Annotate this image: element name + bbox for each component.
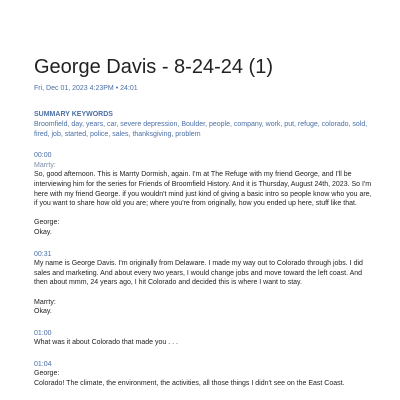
transcript-entry (34, 151, 376, 209)
transcript-entry (34, 298, 376, 317)
transcript-text: What was it about Colorado that made you . . . (34, 339, 178, 347)
timestamp: 00:31 (34, 250, 52, 258)
transcript-entry (34, 218, 376, 237)
transcript-text: My name is George Davis. I'm originally from Delaware. I made my way out to Colorado through jobs. I did sales and marketing. And about every two years, I would change jobs and move toward the left coast. And then about mmm, 24 years ago, I hit Colorado and decided this is where I want to stay. (34, 260, 363, 287)
timestamp: 01:04 (34, 360, 52, 368)
keywords-heading: SUMMARY KEYWORDS (34, 111, 113, 118)
spacer (34, 288, 376, 298)
transcript-text: Okay. (34, 308, 52, 316)
transcript-entry (34, 329, 376, 348)
speaker-label: Marrty: (34, 161, 56, 169)
timestamp: 01:00 (34, 329, 52, 337)
spacer (34, 209, 376, 219)
speaker-label: George: (34, 219, 60, 227)
transcript-text: So, good afternoon. This is Marrty Dormish, again. I'm at The Refuge with my friend George, and I'll be interviewing him for the series for Friends of Broomfield History. And it is Thursday, August 24th, 2023. So I'm here with my friend George. if you wouldn't mind just kind of giving a basic intro so people know who you are, if you want to share how old you are; where you're from originally, how you ended up here, stuff like that. (34, 171, 372, 208)
timestamp: 00:00 (34, 152, 52, 160)
speaker-label: George: (34, 370, 60, 378)
speaker-label: Marrty: (34, 298, 56, 306)
transcript-entry (34, 250, 376, 288)
document-meta: Fri, Dec 01, 2023 4:23PM • 24:01 (34, 85, 138, 92)
transcript-text: Colorado! The climate, the environment, the activities, all those things I didn't see on the East Coast. (34, 380, 345, 388)
document-title: George Davis - 8-24-24 (1) (34, 56, 273, 78)
keywords-list: Broomfield, day, years, car, severe depression, Boulder, people, company, work, put, refuge, colorado, sold, fired, job, started, police, sales, thanksgiving, problem (34, 121, 368, 138)
transcript-entry (34, 360, 376, 389)
transcript-text: Okay. (34, 228, 52, 236)
